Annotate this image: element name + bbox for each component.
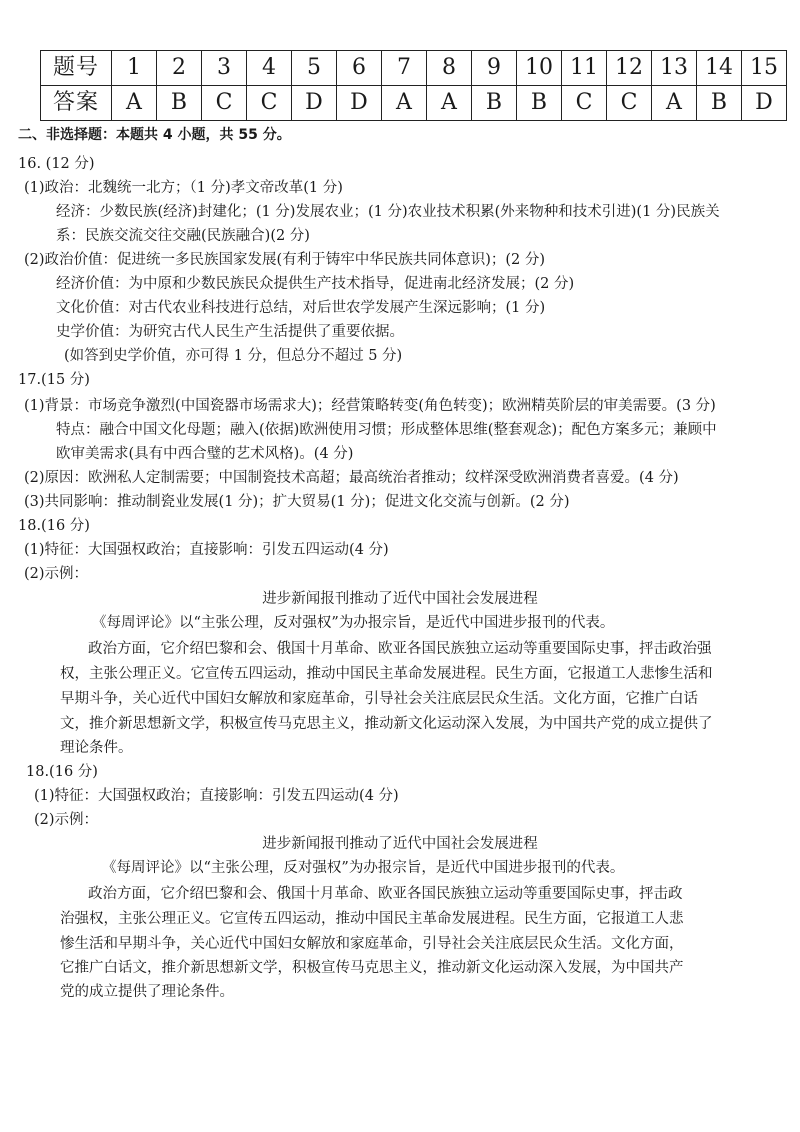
- answer-line: (2)政治价值：促进统一多民族国家发展(有利于铸牢中华民族共同体意识)；(2 分): [24, 252, 545, 268]
- answer-cell: C: [607, 86, 652, 121]
- answer-cell: A: [427, 86, 472, 121]
- question-heading: 17.(15 分): [18, 372, 90, 388]
- answer-header: 答案: [41, 86, 112, 121]
- essay-line: 理论条件。: [60, 740, 133, 756]
- answer-line: (2)原因：欧洲私人定制需要；中国制瓷技术高超；最高统治者推动；纹样深受欧洲消费者喜爱。(4 分): [24, 470, 679, 486]
- answer-cell: B: [157, 86, 202, 121]
- essay-line: 治强权，主张公理正义。它宣传五四运动，推动中国民主革命发展进程。民生方面，它报道工人悲: [60, 911, 684, 927]
- answer-line: 特点：融合中国文化母题；融入(依据)欧洲使用习惯；形成整体思维(整套观念)；配色方案多元；兼顾中: [56, 422, 717, 438]
- answer-cell: D: [337, 86, 382, 121]
- question-heading: 18.(16 分): [18, 518, 90, 534]
- answer-line: (1)背景：市场竞争激烈(中国瓷器市场需求大)；经营策略转变(角色转变)；欧洲精英阶层的审美需要。(3 分): [24, 398, 716, 414]
- answer-line: 欧审美需求(具有中西合璧的艺术风格)。(4 分): [56, 446, 354, 462]
- answer-line: 史学价值：为研究古代人民生产生活提供了重要依据。: [56, 324, 404, 340]
- answer-line: 文化价值：对古代农业科技进行总结，对后世农学发展产生深远影响；(1 分): [56, 300, 546, 316]
- question-number: 11: [562, 51, 607, 86]
- answer-row: [41, 86, 787, 121]
- essay-line: 早期斗争，关心近代中国妇女解放和家庭革命，引导社会关注底层民众生活。文化方面，它推广白话: [60, 691, 698, 707]
- answer-line: (1)特征：大国强权政治；直接影响：引发五四运动(4 分): [24, 542, 389, 558]
- answer-note: (如答到史学价值，亦可得 1 分，但总分不超过 5 分): [64, 348, 403, 364]
- question-number: 8: [427, 51, 472, 86]
- essay-title: 进步新闻报刊推动了近代中国社会发展进程: [262, 591, 538, 607]
- answer-line: (1)政治：北魏统一北方；（1 分)孝文帝改革(1 分): [24, 180, 343, 196]
- question-number: 1: [112, 51, 157, 86]
- answer-cell: D: [742, 86, 787, 121]
- essay-line: 政治方面，它介绍巴黎和会、俄国十月革命、欧亚各国民族独立运动等重要国际史事，抨击政: [88, 886, 683, 902]
- question-number-header: 题号: [41, 51, 112, 86]
- question-number: 14: [697, 51, 742, 86]
- answer-line: (1)特征：大国强权政治；直接影响：引发五四运动(4 分): [34, 788, 399, 804]
- essay-line: 它推广白话文，推介新思想新文学，积极宣传马克思主义，推动新文化运动深入发展，为中国共产: [60, 960, 684, 976]
- question-number: 15: [742, 51, 787, 86]
- answer-cell: A: [382, 86, 427, 121]
- question-heading: 16. (12 分): [18, 156, 95, 172]
- answer-cell: A: [652, 86, 697, 121]
- answer-line: (2)示例：: [34, 812, 99, 828]
- answer-cell: D: [292, 86, 337, 121]
- question-number: 2: [157, 51, 202, 86]
- question-number: 13: [652, 51, 697, 86]
- answer-cell: A: [112, 86, 157, 121]
- question-heading: 18.(16 分): [26, 764, 98, 780]
- answer-line: (2)示例：: [24, 566, 89, 582]
- answer-cell: C: [247, 86, 292, 121]
- essay-line: 党的成立提供了理论条件。: [60, 984, 234, 1000]
- question-number: 5: [292, 51, 337, 86]
- answer-line: 系：民族交流交往交融(民族融合)(2 分): [56, 228, 310, 244]
- question-number: 9: [472, 51, 517, 86]
- answer-cell: B: [517, 86, 562, 121]
- answer-cell: C: [562, 86, 607, 121]
- question-number: 7: [382, 51, 427, 86]
- question-number: 12: [607, 51, 652, 86]
- essay-line: 《每周评论》以“主张公理，反对强权”为办报宗旨，是近代中国进步报刊的代表。: [102, 860, 625, 876]
- essay-line: 惨生活和早期斗争，关心近代中国妇女解放和家庭革命，引导社会关注底层民众生活。文化方面，: [60, 936, 684, 952]
- answer-cell: C: [202, 86, 247, 121]
- question-number-row: [41, 51, 787, 86]
- answer-cell: B: [697, 86, 742, 121]
- essay-line: 《每周评论》以“主张公理，反对强权”为办报宗旨，是近代中国进步报刊的代表。: [92, 615, 615, 631]
- answer-line: 经济价值：为中原和少数民族民众提供生产技术指导，促进南北经济发展；(2 分): [56, 276, 575, 292]
- question-number: 4: [247, 51, 292, 86]
- answer-table: [40, 50, 787, 121]
- essay-line: 文，推介新思想新文学，积极宣传马克思主义，推动新文化运动深入发展，为中国共产党的成立提供了: [60, 716, 713, 732]
- essay-title: 进步新闻报刊推动了近代中国社会发展进程: [262, 836, 538, 852]
- essay-line: 政治方面，它介绍巴黎和会、俄国十月革命、欧亚各国民族独立运动等重要国际史事，抨击政治强: [88, 641, 712, 657]
- essay-line: 权，主张公理正义。它宣传五四运动，推动中国民主革命发展进程。民生方面，它报道工人悲惨生活和: [60, 666, 713, 682]
- answer-line: (3)共同影响：推动制瓷业发展(1 分)；扩大贸易(1 分)；促进文化交流与创新。(2 分): [24, 494, 570, 510]
- question-number: 3: [202, 51, 247, 86]
- answer-cell: B: [472, 86, 517, 121]
- question-number: 6: [337, 51, 382, 86]
- section-title: 二、非选择题：本题共 4 小题，共 55 分。: [18, 127, 291, 143]
- answer-line: 经济：少数民族(经济)封建化；(1 分)发展农业；(1 分)农业技术积累(外来物种和技术引进)(1 分)民族关: [56, 204, 720, 220]
- question-number: 10: [517, 51, 562, 86]
